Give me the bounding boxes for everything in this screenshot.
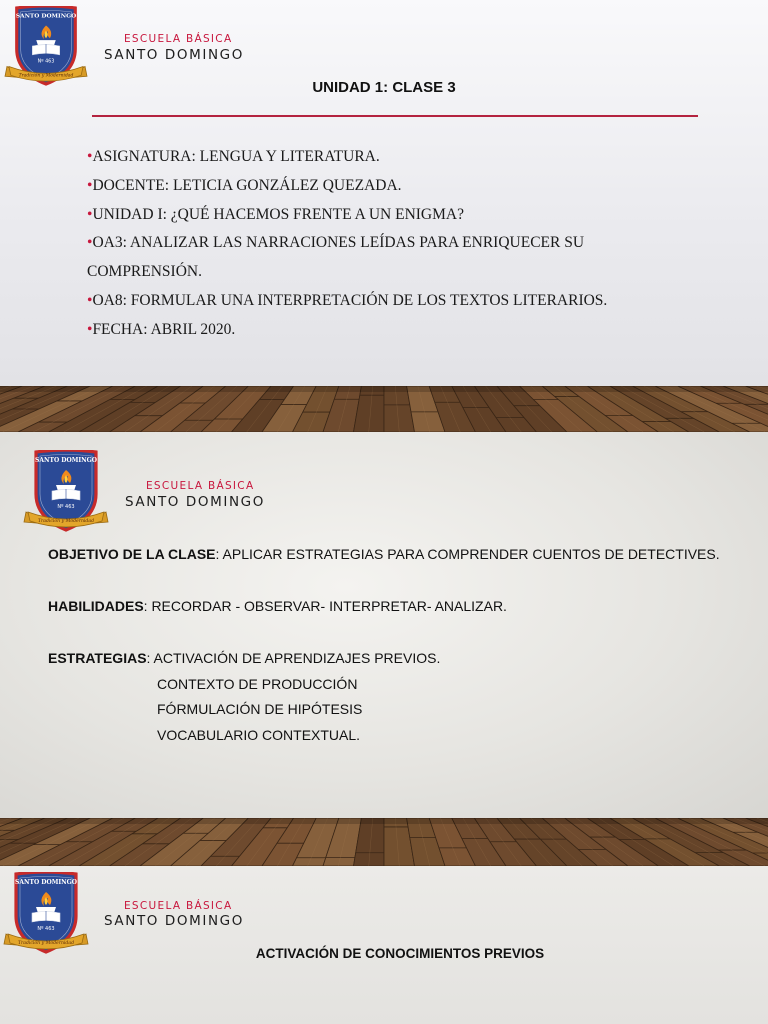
brand-name: SANTO DOMINGO — [104, 913, 244, 929]
school-crest-logo — [2, 6, 90, 88]
title-divider — [92, 115, 698, 117]
svg-text:SANTO DOMINGO: SANTO DOMINGO — [15, 879, 77, 886]
svg-text:Tradición y Modernidad: Tradición y Modernidad — [17, 941, 75, 946]
slide-title: UNIDAD 1: CLASE 3 — [312, 79, 456, 96]
svg-text:Nº 463: Nº 463 — [37, 926, 55, 932]
brand-top-label: ESCUELA BÁSICA — [124, 900, 233, 912]
slide-3 — [0, 866, 768, 1024]
svg-text:SANTO DOMINGO: SANTO DOMINGO — [15, 13, 77, 20]
wood-floor-divider — [0, 818, 768, 866]
list-item: •UNIDAD I: ¿QUÉ HACEMOS FRENTE A UN ENIGMA? — [87, 205, 464, 223]
strategy-item: CONTEXTO DE PRODUCCIÓN — [157, 676, 358, 692]
wood-floor-divider — [0, 386, 768, 432]
skills-line: HABILIDADES: RECORDAR - OBSERVAR- INTERPRETAR- ANALIZAR. — [48, 598, 507, 614]
slide-2 — [0, 432, 768, 818]
class-objective: OBJETIVO DE LA CLASE: APLICAR ESTRATEGIAS PARA COMPRENDER CUENTOS DE DETECTIVES. — [48, 546, 720, 562]
strategies-line: ESTRATEGIAS: ACTIVACIÓN DE APRENDIZAJES PREVIOS. — [48, 650, 441, 666]
list-item: •ASIGNATURA: LENGUA Y LITERATURA. — [87, 148, 380, 165]
svg-text:Nº 463: Nº 463 — [37, 58, 55, 65]
list-item: •OA3: ANALIZAR LAS NARRACIONES LEÍDAS PARA ENRIQUECER SU COMPRENSIÓN. — [87, 234, 585, 281]
svg-text:Tradición y Modernidad: Tradición y Modernidad — [18, 73, 74, 79]
list-item: •DOCENTE: LETICIA GONZÁLEZ QUEZADA. — [87, 176, 402, 194]
bullet-marker: • — [87, 291, 93, 309]
school-crest-logo — [22, 450, 110, 534]
bullet-marker: • — [87, 205, 93, 223]
bullet-marker: • — [87, 320, 93, 338]
svg-text:Nº 463: Nº 463 — [57, 504, 75, 510]
list-item: •OA8: FORMULAR UNA INTERPRETACIÓN DE LOS TEXTOS LITERARIOS. — [87, 291, 608, 309]
slide-1 — [0, 0, 768, 386]
list-item: •FECHA: ABRIL 2020. — [87, 320, 236, 338]
strategy-item: FÓRMULACIÓN DE HIPÓTESIS — [157, 701, 363, 717]
strategy-item: VOCABULARIO CONTEXTUAL. — [157, 727, 361, 743]
bullet-marker: • — [87, 176, 93, 194]
brand-top-label: ESCUELA BÁSICA — [146, 480, 255, 492]
svg-text:Tradición y Modernidad: Tradición y Modernidad — [37, 519, 95, 524]
bullet-marker: • — [87, 234, 93, 252]
info-bullet-list — [87, 143, 687, 345]
school-crest-logo — [2, 872, 90, 956]
strategies-label: ESTRATEGIAS — [48, 650, 147, 666]
skills-label: HABILIDADES — [48, 598, 144, 614]
slide-title: ACTIVACIÓN DE CONOCIMIENTOS PREVIOS — [255, 946, 545, 961]
svg-text:SANTO DOMINGO: SANTO DOMINGO — [35, 457, 97, 464]
brand-name: SANTO DOMINGO — [125, 494, 265, 510]
bullet-marker: • — [87, 148, 93, 165]
brand-top-label: ESCUELA BÁSICA — [124, 33, 233, 45]
brand-name: SANTO DOMINGO — [104, 47, 244, 63]
objective-label: OBJETIVO DE LA CLASE — [48, 546, 216, 562]
